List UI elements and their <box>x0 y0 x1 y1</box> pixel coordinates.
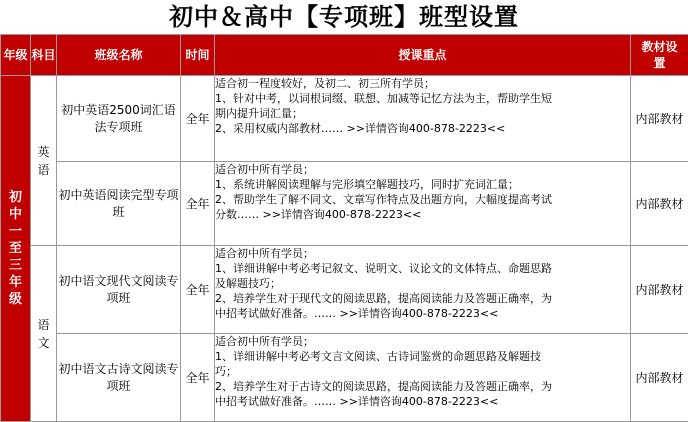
focus-line: 适合初中所有学员； <box>215 246 630 261</box>
subject-label-chinese: 语文 <box>37 316 50 352</box>
material-cell: 内部教材 <box>631 162 688 246</box>
class-schedule-table <box>0 34 688 422</box>
table-row <box>1 334 688 422</box>
focus-line: 适合初中所有学员； <box>215 334 630 349</box>
focus-line: 适合初中所有学员； <box>215 162 630 177</box>
focus-line: 中招考试做好准备。…… >>详情咨询400-878-2223<< <box>215 394 630 409</box>
focus-cell <box>215 246 631 334</box>
class-name-cell: 初中语文现代文阅读专项班 <box>57 246 181 334</box>
focus-cell <box>215 76 631 162</box>
table-row <box>1 162 688 246</box>
focus-line: 2、帮助学生了解不同文、文章写作特点及出题方向，大幅度提高考试 <box>215 192 630 207</box>
focus-line: 1、针对中考，以词根词缀、联想、加减等记忆方法为主，帮助学生短 <box>215 91 630 106</box>
focus-line: 1、详细讲解中考必考记叙文、说明文、议论文的文体特点、命题思路 <box>215 261 630 276</box>
header-focus: 授课重点 <box>215 35 631 76</box>
focus-line: 2、培养学生对于现代文的阅读思路，提高阅读能力及答题正确率，为 <box>215 291 630 306</box>
header-subject: 科目 <box>31 35 57 76</box>
table-row <box>1 246 688 334</box>
subject-cell-chinese <box>31 246 57 422</box>
header-class-name: 班级名称 <box>57 35 181 76</box>
header-duration: 时间 <box>181 35 215 76</box>
material-cell: 内部教材 <box>631 334 688 422</box>
grade-label: 初中一至三年级 <box>9 189 23 308</box>
focus-line: 1、详细讲解中考必考文言文阅读、古诗词鉴赏的命题思路及解题技 <box>215 349 630 364</box>
focus-line: 2、采用权威内部教材…… >>详情咨询400-878-2223<< <box>215 121 630 136</box>
focus-line: 2、培养学生对于古诗文的阅读思路，提高阅读能力及答题正确率，为 <box>215 379 630 394</box>
duration-cell: 全年 <box>181 162 215 246</box>
class-name-cell: 初中英语阅读完型专项班 <box>57 162 181 246</box>
subject-cell-english <box>31 76 57 246</box>
table-row <box>1 76 688 162</box>
header-grade: 年级 <box>1 35 31 76</box>
class-name-cell: 初中语文古诗文阅读专项班 <box>57 334 181 422</box>
focus-line: 巧； <box>215 364 630 379</box>
class-name-cell: 初中英语2500词汇语法专项班 <box>57 76 181 162</box>
focus-line: 中招考试做好准备。…… >>详情咨询400-878-2223<< <box>215 306 630 321</box>
focus-line: 1、系统讲解阅读理解与完形填空解题技巧，同时扩充词汇量； <box>215 177 630 192</box>
page-title: 初中＆高中【专项班】班型设置 <box>0 0 688 34</box>
focus-line: 适合初一程度较好，及初二、初三所有学员； <box>215 76 630 91</box>
duration-cell: 全年 <box>181 334 215 422</box>
focus-line: 分数…… >>详情咨询400-878-2223<< <box>215 207 630 222</box>
focus-line: 期内提升词汇量； <box>215 106 630 121</box>
grade-cell <box>1 76 31 422</box>
duration-cell: 全年 <box>181 246 215 334</box>
focus-cell <box>215 162 631 246</box>
header-material <box>631 35 688 76</box>
duration-cell: 全年 <box>181 76 215 162</box>
focus-line: 及解题技巧； <box>215 276 630 291</box>
header-row <box>1 35 688 76</box>
material-cell: 内部教材 <box>631 246 688 334</box>
focus-cell <box>215 334 631 422</box>
material-cell: 内部教材 <box>631 76 688 162</box>
subject-label-english: 英语 <box>37 143 50 179</box>
header-material-label: 教材设置 <box>640 39 680 71</box>
